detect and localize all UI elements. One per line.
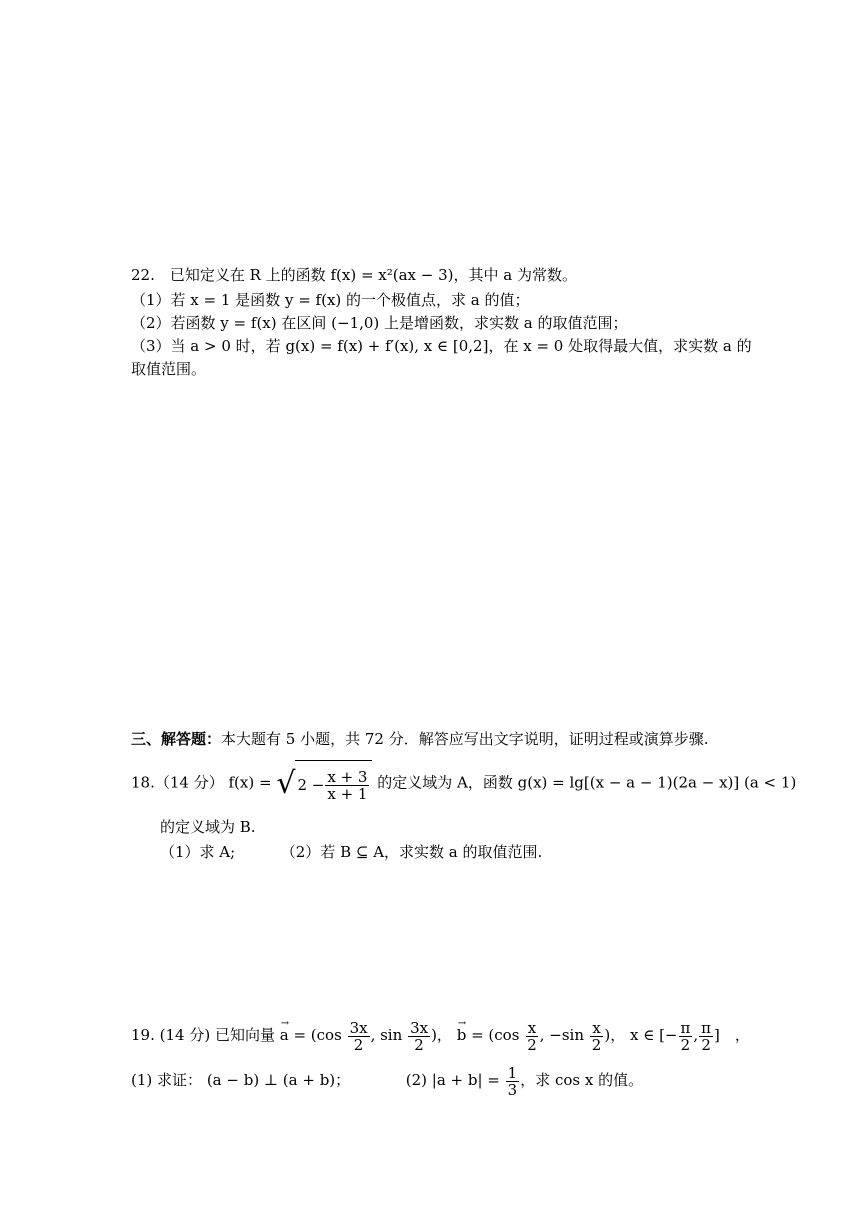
q19-a-open: = (cos <box>288 1026 342 1044</box>
frac-den: 2 <box>680 1035 691 1054</box>
frac-den: 2 <box>527 1035 537 1054</box>
frac-num: x <box>592 1018 601 1037</box>
q19-part2-tail: ，求 cos x 的值。 <box>520 1071 644 1089</box>
q19-x-mid: , <box>693 1026 699 1044</box>
frac-den: 2 <box>591 1035 602 1054</box>
vector-a: → a <box>280 1013 289 1057</box>
q19-b-mid: , −sin <box>539 1026 585 1044</box>
vector-b: → b <box>457 1013 467 1057</box>
q19-a-mid: , sin <box>370 1026 403 1044</box>
q19-line2 <box>131 1058 643 1102</box>
q22-part3-cont: 取值范围。 <box>131 360 207 378</box>
q19-part2-label: (2) <box>405 1071 427 1089</box>
frac-num: 3x <box>410 1018 429 1037</box>
q19-b-frac2 <box>590 1020 604 1053</box>
q18-frac-num: x + 3 <box>327 767 368 786</box>
q19-b-frac1 <box>525 1020 539 1053</box>
q18-sqrt <box>276 760 372 807</box>
q19-part1-label: (1) 求证： <box>131 1071 203 1089</box>
q19-line1 <box>131 1013 750 1057</box>
q22-part2: （2）若函数 y = f(x) 在区间 (−1,0) 上是增函数，求实数 a 的取值范围； <box>131 314 628 332</box>
q18-fraction <box>325 769 369 802</box>
section3-text: 本大题有 5 小题，共 72 分．解答应写出文字说明，证明过程或演算步骤. <box>221 730 709 748</box>
frac-num: 1 <box>507 1063 518 1082</box>
q22-part3: （3）当 a > 0 时，若 g(x) = f(x) + f′(x), x ∈ [0,2]，在 x = 0 处取得最大值，求实数 a 的 <box>131 337 752 355</box>
q18-part1: （1）求 A; <box>160 843 236 861</box>
q18-prefix: 18.（14 分） <box>131 773 224 792</box>
q19-a-close: )， <box>431 1026 452 1044</box>
section3-heading <box>131 729 709 749</box>
frac-num: π <box>680 1018 691 1037</box>
frac-den: 3 <box>507 1080 518 1099</box>
q19-part1-expr: (a − b) ⊥ (a + b)； <box>206 1071 351 1089</box>
q18-line1 <box>131 760 796 807</box>
q19-a-frac1 <box>348 1020 370 1053</box>
frac-den: 2 <box>353 1035 364 1054</box>
q19-part2-frac <box>506 1065 520 1098</box>
frac-num: π <box>701 1018 712 1037</box>
q19-b-open: = (cos <box>466 1026 520 1044</box>
q22-line1: 22. 已知定义在 R 上的函数 f(x) = x²(ax − 3)，其中 a 为常数。 <box>131 266 577 284</box>
q18-parts <box>160 842 542 862</box>
frac-num: 3x <box>349 1018 368 1037</box>
q18-part2: （2）若 B ⊆ A，求实数 a 的取值范围. <box>280 843 543 861</box>
q19-x-close: ] ， <box>714 1026 750 1044</box>
q19-part2-abs: |a + b| = <box>431 1071 500 1089</box>
radical-icon: √ <box>276 765 296 801</box>
frac-den: 2 <box>414 1035 424 1054</box>
q19-a-frac2 <box>408 1020 430 1053</box>
frac-num: x <box>527 1018 537 1037</box>
section3-title: 三、解答题： <box>131 730 222 748</box>
q18-middle: 的定义域为 A，函数 <box>377 773 513 792</box>
q19-prefix: 19. (14 分) 已知向量 <box>131 1026 275 1044</box>
q18-g: g(x) = lg[(x − a − 1)(2a − x)] (a < 1) <box>517 773 797 792</box>
q18-f: f(x) = <box>228 773 272 792</box>
q19-b-close: )， <box>604 1026 626 1044</box>
q18-sqrt-lead: 2 − <box>297 776 325 794</box>
q18-line2: 的定义域为 B. <box>160 818 256 836</box>
frac-den: 2 <box>701 1035 711 1054</box>
q18-frac-den: x + 1 <box>327 784 368 803</box>
q19-x-open: x ∈ [− <box>629 1026 678 1044</box>
q19-x-frac1 <box>679 1020 693 1053</box>
q22-part1: （1）若 x = 1 是函数 y = f(x) 的一个极值点，求 a 的值； <box>131 291 530 309</box>
q18-radicand <box>295 760 372 807</box>
q19-x-frac2 <box>699 1020 713 1053</box>
